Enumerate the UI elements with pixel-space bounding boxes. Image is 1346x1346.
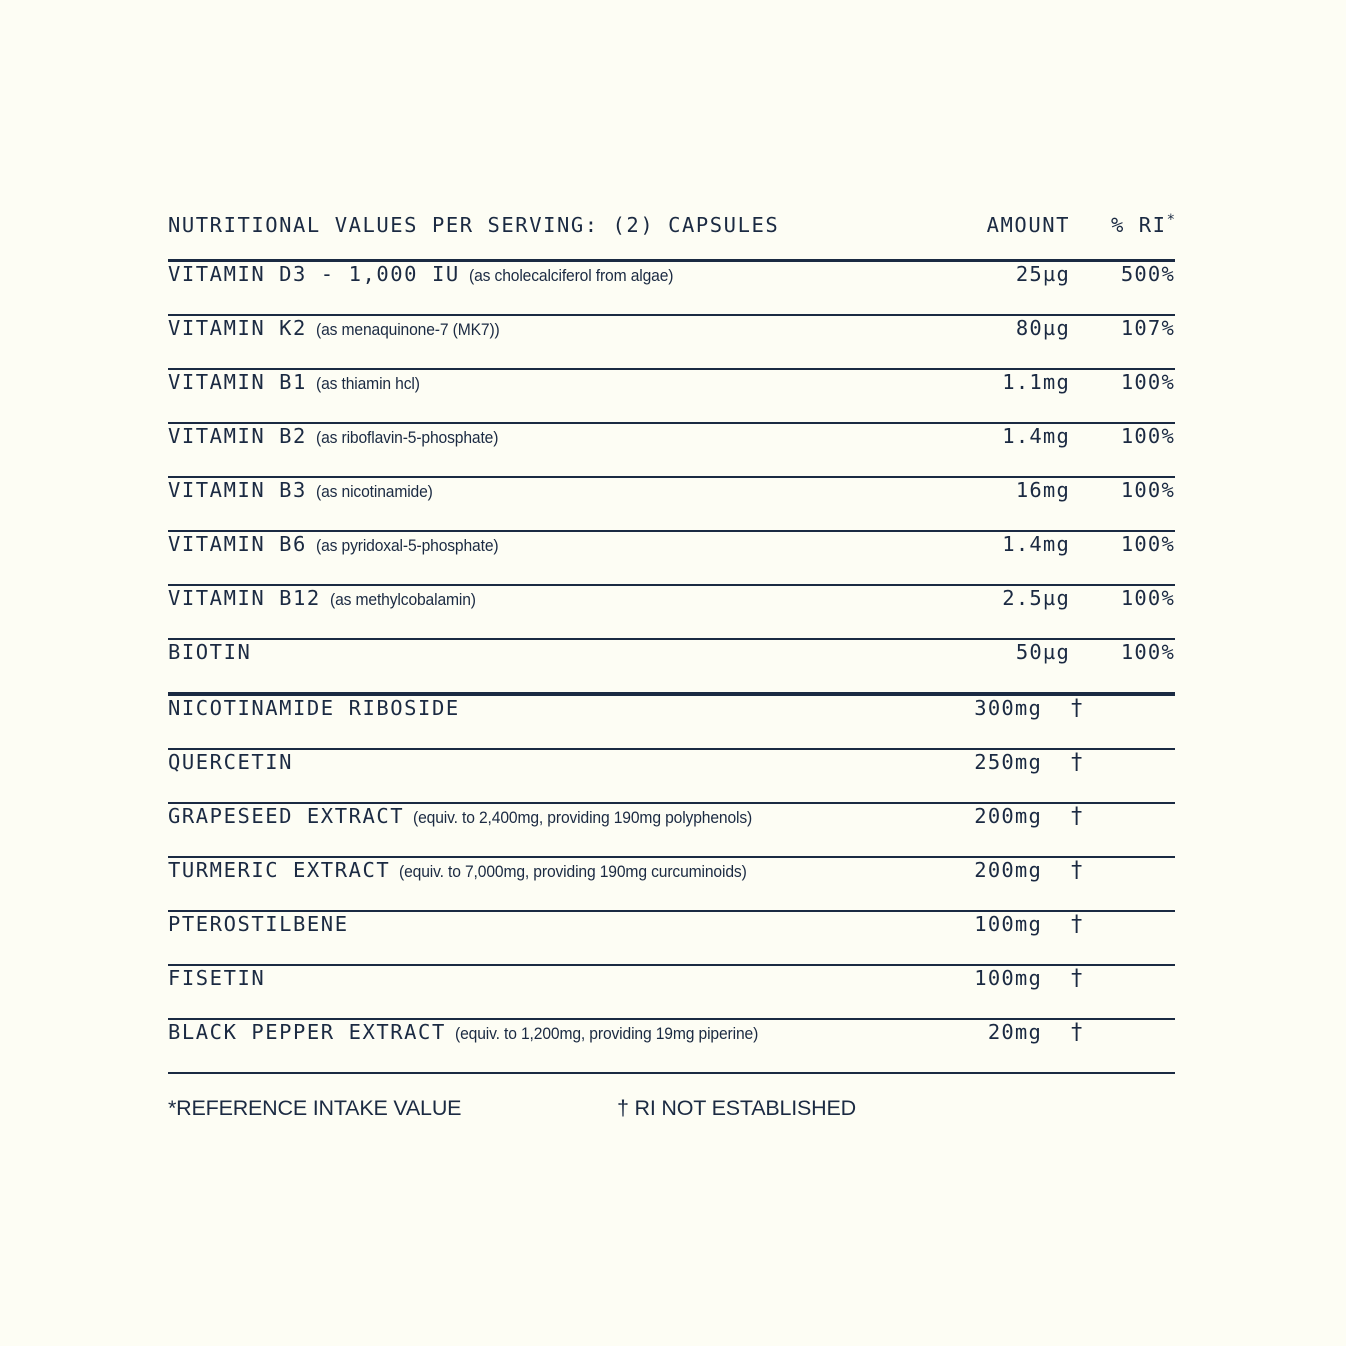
- ingredient-ri-percent: 100%: [1120, 640, 1175, 665]
- table-row: [168, 696, 1175, 748]
- row-name-cell: [168, 804, 892, 828]
- column-header-ri-label: % RI: [1110, 212, 1167, 237]
- table-row: [168, 316, 1175, 368]
- footnote-row: [168, 1074, 1175, 1121]
- table-title: NUTRITIONAL VALUES PER SERVING: (2) CAPSULES: [168, 212, 780, 237]
- ingredient-name: VITAMIN B2: [168, 424, 307, 449]
- table-row: [168, 424, 1175, 476]
- row-name-cell: [168, 586, 920, 610]
- ingredient-ri-percent: 100%: [1120, 478, 1175, 503]
- vitamin-rows-group: [168, 262, 1175, 692]
- ingredient-description: (as nicotinamide): [315, 482, 433, 502]
- ingredient-name: VITAMIN B12: [168, 586, 321, 611]
- table-row: [168, 858, 1175, 910]
- ri-asterisk: *: [1166, 212, 1175, 228]
- row-name-cell: [168, 532, 920, 556]
- ri-dagger: †: [1070, 965, 1085, 991]
- ingredient-description: (as cholecalciferol from algae): [468, 266, 674, 286]
- ri-dagger: †: [1070, 749, 1085, 775]
- ingredient-name: VITAMIN B1: [168, 370, 307, 395]
- row-name-cell: [168, 1020, 892, 1044]
- nutrition-facts-panel: [168, 212, 1175, 1121]
- footnote-ri-not-established: † RI NOT ESTABLISHED: [617, 1095, 856, 1120]
- ingredient-name: VITAMIN B6: [168, 532, 307, 557]
- table-row: [168, 966, 1175, 1018]
- row-name-cell: [168, 966, 892, 990]
- column-header-amount: AMOUNT: [986, 212, 1070, 237]
- ingredient-name: VITAMIN D3 - 1,000 IU: [168, 262, 460, 287]
- column-header-ri: [1070, 212, 1175, 237]
- ri-dagger: †: [1070, 1019, 1085, 1045]
- ingredient-description: (as riboflavin-5-phosphate): [315, 428, 499, 448]
- table-row: [168, 262, 1175, 314]
- table-row: [168, 912, 1175, 964]
- row-name-cell: [168, 750, 892, 774]
- footnote-reference-intake: *REFERENCE INTAKE VALUE: [168, 1095, 462, 1120]
- ingredient-ri-percent: 100%: [1120, 532, 1175, 557]
- ingredient-ri-percent: 107%: [1120, 316, 1175, 341]
- ri-dagger: †: [1070, 857, 1085, 883]
- table-row: [168, 370, 1175, 422]
- table-row: [168, 532, 1175, 584]
- ingredient-amount: 2.5µg: [1002, 586, 1070, 611]
- ingredient-ri-percent: 100%: [1120, 370, 1175, 395]
- row-name-cell: [168, 696, 892, 720]
- ingredient-amount: 200mg: [974, 857, 1042, 882]
- ingredient-amount: 1.1mg: [1002, 370, 1070, 395]
- ingredient-amount: 250mg: [974, 749, 1042, 774]
- ingredient-name: TURMERIC EXTRACT: [168, 857, 391, 882]
- ingredient-amount: 100mg: [974, 911, 1042, 936]
- table-header-row: [168, 212, 1175, 259]
- ingredient-name: FISETIN: [168, 965, 266, 990]
- row-name-cell: [168, 858, 892, 882]
- ri-dagger: †: [1070, 803, 1085, 829]
- ingredient-name: BLACK PEPPER EXTRACT: [168, 1019, 446, 1044]
- ingredient-amount: 200mg: [974, 803, 1042, 828]
- row-name-cell: [168, 370, 920, 394]
- ingredient-ri-percent: 500%: [1120, 262, 1175, 287]
- ingredient-name: NICOTINAMIDE RIBOSIDE: [168, 695, 460, 720]
- row-name-cell: [168, 316, 920, 340]
- row-name-cell: [168, 640, 920, 664]
- ingredient-name: GRAPESEED EXTRACT: [168, 803, 405, 828]
- ingredient-amount: 300mg: [974, 695, 1042, 720]
- ingredient-name: QUERCETIN: [168, 749, 294, 774]
- ingredient-description: (as pyridoxal-5-phosphate): [315, 536, 499, 556]
- table-row: [168, 804, 1175, 856]
- ingredient-amount: 1.4mg: [1002, 424, 1070, 449]
- row-name-cell: [168, 262, 920, 286]
- compound-rows-group: [168, 696, 1175, 1072]
- ingredient-amount: 50µg: [1015, 640, 1070, 665]
- ingredient-ri-percent: 100%: [1120, 586, 1175, 611]
- row-name-cell: [168, 424, 920, 448]
- row-name-cell: [168, 478, 920, 502]
- ingredient-description: (equiv. to 7,000mg, providing 190mg curcuminoids): [399, 861, 747, 881]
- ingredient-ri-percent: 100%: [1120, 424, 1175, 449]
- table-row: [168, 640, 1175, 692]
- ingredient-amount: 100mg: [974, 965, 1042, 990]
- ingredient-amount: 16mg: [1015, 478, 1070, 503]
- ingredient-name: PTEROSTILBENE: [168, 911, 349, 936]
- ri-dagger: †: [1070, 911, 1085, 937]
- ingredient-description: (as menaquinone-7 (MK7)): [315, 320, 500, 340]
- table-row: [168, 478, 1175, 530]
- ingredient-name: BIOTIN: [168, 640, 252, 665]
- table-row: [168, 1020, 1175, 1072]
- row-name-cell: [168, 912, 892, 936]
- ingredient-description: (equiv. to 2,400mg, providing 190mg polyphenols): [413, 807, 753, 827]
- ingredient-description: (equiv. to 1,200mg, providing 19mg piperine): [454, 1023, 758, 1043]
- ingredient-amount: 80µg: [1015, 316, 1070, 341]
- ingredient-description: (as thiamin hcl): [315, 374, 420, 394]
- ingredient-amount: 1.4mg: [1002, 532, 1070, 557]
- table-row: [168, 750, 1175, 802]
- ingredient-description: (as methylcobalamin): [329, 590, 476, 610]
- ingredient-amount: 20mg: [987, 1019, 1042, 1044]
- ingredient-amount: 25µg: [1015, 262, 1070, 287]
- ri-dagger: †: [1070, 695, 1085, 721]
- ingredient-name: VITAMIN B3: [168, 478, 307, 503]
- ingredient-name: VITAMIN K2: [168, 316, 307, 341]
- table-row: [168, 586, 1175, 638]
